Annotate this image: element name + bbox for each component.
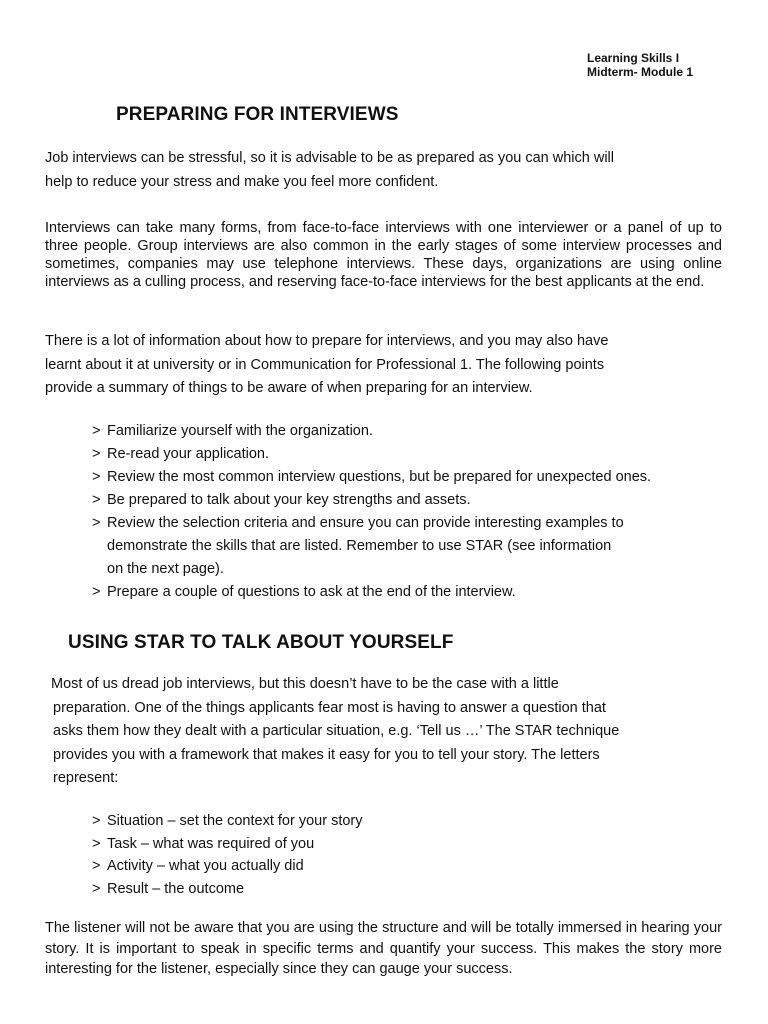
text-line: Job interviews can be stressful, so it is advisable to be as prepared as you can which will xyxy=(45,150,615,166)
star-intro-paragraph xyxy=(51,673,731,791)
bullet-marker: > xyxy=(92,835,101,852)
text-line: There is a lot of information about how to prepare for interviews, and you may also have xyxy=(45,333,609,349)
list-item xyxy=(92,581,712,604)
bullet-marker: > xyxy=(92,469,101,485)
list-item xyxy=(92,489,712,512)
text-line: Most of us dread job interviews, but this doesn’t have to be the case with a little xyxy=(51,676,559,692)
text-line: represent: xyxy=(53,770,119,786)
header-course: Learning Skills I xyxy=(587,51,680,65)
intro-paragraph xyxy=(45,147,725,194)
page-header xyxy=(587,51,693,79)
list-item xyxy=(92,466,712,489)
bullet-marker: > xyxy=(92,446,101,462)
info-paragraph xyxy=(45,330,725,401)
preparation-list xyxy=(92,420,712,604)
bullet-marker: > xyxy=(92,584,101,600)
text-line: preparation. One of the things applicants fear most is having to answer a question that xyxy=(53,699,606,716)
list-item-task xyxy=(92,833,592,856)
list-item-text: Task – what was required of you xyxy=(107,835,315,852)
header-module: Midterm- Module 1 xyxy=(587,65,694,79)
star-list xyxy=(92,810,592,901)
interview-forms-paragraph: Interviews can take many forms, from face-to-face interviews with one interviewer or a panel of up to three people. Group interviews are also common in the early stages of some interview processes and sometimes, companies may use telephone interviews. These days, organizations are using online interviews as a culling process, and reserving face-to-face interviews for the best applicants at the end. xyxy=(45,220,722,290)
section-title-star: USING STAR TO TALK ABOUT YOURSELF xyxy=(68,632,454,653)
list-item-text: Review the most common interview questions, but be prepared for unexpected ones. xyxy=(107,469,652,485)
bullet-marker: > xyxy=(92,515,101,531)
list-item-result xyxy=(92,878,592,901)
bullet-marker: > xyxy=(92,423,101,439)
list-item xyxy=(92,512,712,581)
text-line: learnt about it at university or in Communication for Professional 1. The following points xyxy=(45,356,605,373)
text-line: asks them how they dealt with a particular situation, e.g. ‘Tell us …’ The STAR technique xyxy=(53,723,620,739)
list-item-text: Situation – set the context for your story xyxy=(107,813,363,829)
text-line: provide a summary of things to be aware of when preparing for an interview. xyxy=(45,380,533,396)
list-item-text: Re-read your application. xyxy=(107,446,270,462)
list-item-text: Be prepared to talk about your key strengths and assets. xyxy=(107,492,471,508)
bullet-marker: > xyxy=(92,492,101,508)
list-item-text: Activity – what you actually did xyxy=(107,858,304,875)
text-line: help to reduce your stress and make you feel more confident. xyxy=(45,173,439,190)
text-line: provides you with a framework that makes it easy for you to tell your story. The letters xyxy=(53,746,600,763)
bullet-marker: > xyxy=(92,858,101,875)
list-item-text: Prepare a couple of questions to ask at the end of the interview. xyxy=(107,584,516,600)
list-item-text: Result – the outcome xyxy=(107,881,245,898)
list-item-text: demonstrate the skills that are listed. Remember to use STAR (see information xyxy=(107,538,612,554)
list-item-situation xyxy=(92,810,592,833)
closing-paragraph: The listener will not be aware that you are using the structure and will be totally immersed in hearing your story. It is important to speak in specific terms and quantify your success. This makes the story more interesting for the listener, especially since they can gauge your success. xyxy=(45,920,722,977)
list-item-text: Review the selection criteria and ensure you can provide interesting examples to xyxy=(107,515,624,531)
list-item xyxy=(92,420,712,443)
section-title-preparing: PREPARING FOR INTERVIEWS xyxy=(116,104,399,125)
list-item xyxy=(92,443,712,466)
bullet-marker: > xyxy=(92,881,101,898)
bullet-marker: > xyxy=(92,813,101,829)
list-item-text: on the next page). xyxy=(107,561,224,577)
list-item-text: Familiarize yourself with the organization. xyxy=(107,423,373,439)
list-item-activity xyxy=(92,855,592,878)
